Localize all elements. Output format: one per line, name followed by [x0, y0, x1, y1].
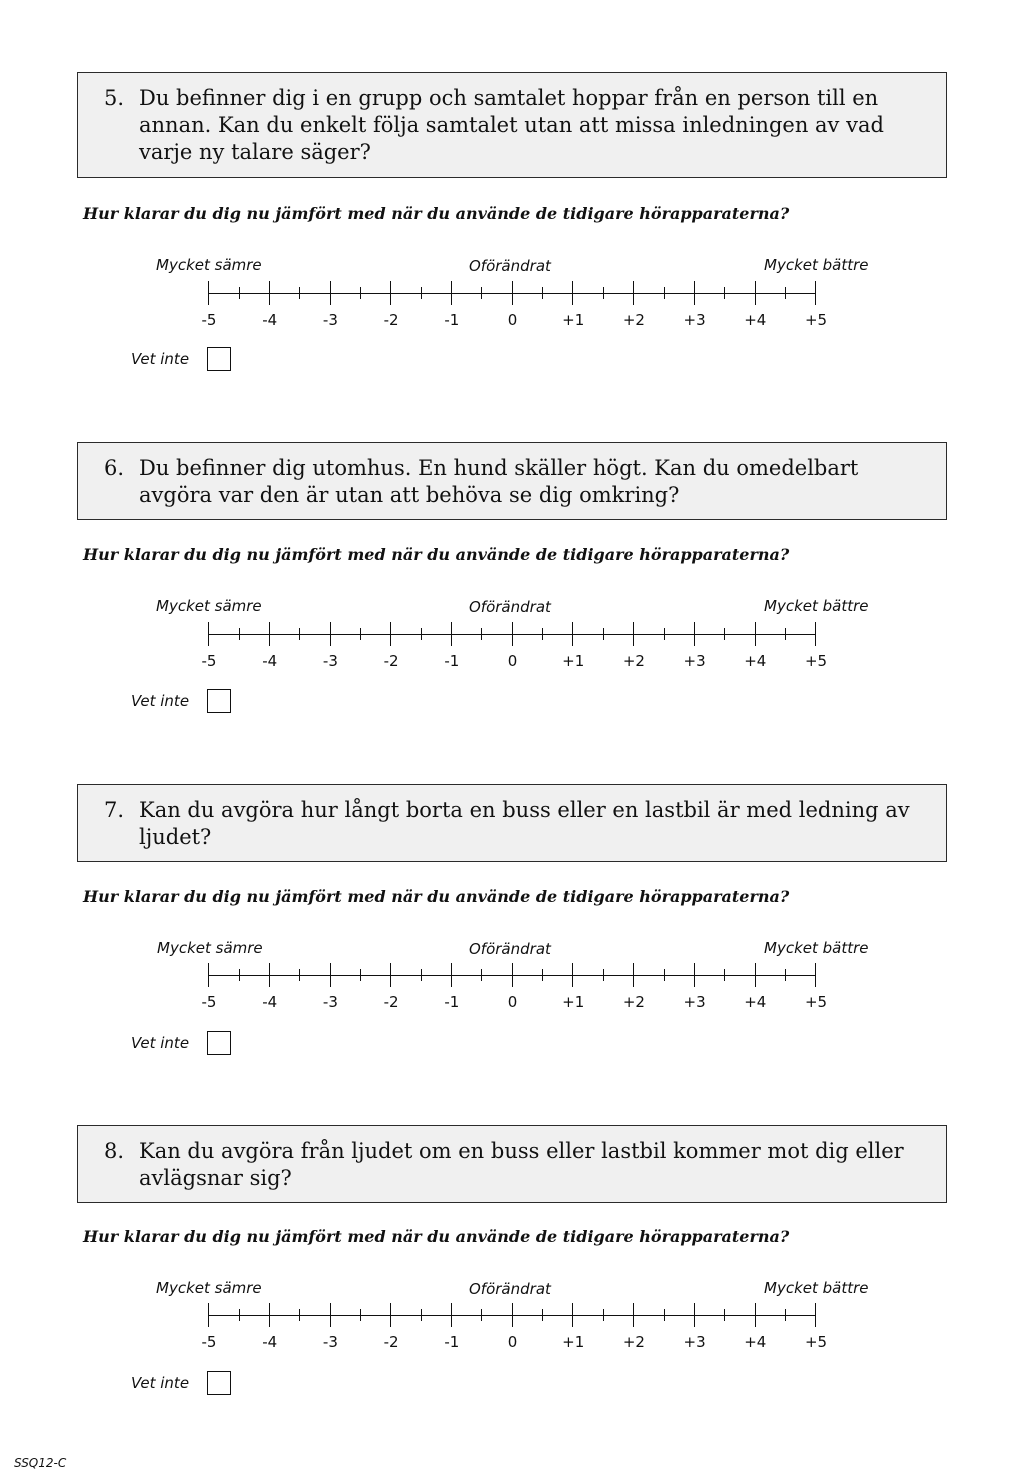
scale-tick-label: +4: [744, 311, 767, 329]
question-number: 5.: [104, 86, 125, 110]
scale-major-tick[interactable]: [755, 963, 756, 987]
question-number: 8.: [104, 1139, 125, 1163]
scale-minor-tick[interactable]: [724, 628, 725, 640]
scale-major-tick[interactable]: [815, 622, 816, 646]
scale-minor-tick[interactable]: [664, 287, 665, 299]
scale-minor-tick[interactable]: [664, 628, 665, 640]
scale-minor-tick[interactable]: [724, 287, 725, 299]
scale-minor-tick[interactable]: [360, 287, 361, 299]
scale-major-tick[interactable]: [512, 622, 513, 646]
comparison-prompt: Hur klarar du dig nu jämfört med när du använde de tidigare hörapparaterna?: [83, 204, 790, 223]
question-text-line: Du befinner dig i en grupp och samtalet hoppar från en person till en: [139, 86, 879, 110]
scale-tick-label: +5: [804, 1333, 828, 1351]
scale-minor-tick[interactable]: [724, 1309, 725, 1321]
question-text-line: ljudet?: [139, 825, 212, 849]
question-text-line: Kan du avgöra från ljudet om en buss eller lastbil kommer mot dig eller: [139, 1139, 904, 1163]
scale-tick-label: -4: [262, 993, 278, 1011]
scale-major-tick[interactable]: [330, 281, 331, 305]
scale-major-tick[interactable]: [390, 963, 391, 987]
scale-center-label: Oförändrat: [469, 257, 551, 275]
scale-major-tick[interactable]: [755, 622, 756, 646]
question-text-line: avlägsnar sig?: [139, 1166, 292, 1190]
scale-minor-tick[interactable]: [421, 287, 422, 299]
scale-major-tick[interactable]: [390, 622, 391, 646]
scale-minor-tick[interactable]: [542, 969, 543, 981]
scale-left-label: Mycket sämre: [156, 256, 262, 274]
rating-scale[interactable]: [0, 281, 1024, 329]
scale-tick-label: -1: [444, 1333, 460, 1351]
dont-know-label: Vet inte: [131, 1374, 190, 1392]
scale-tick-label: -1: [444, 311, 460, 329]
scale-minor-tick[interactable]: [542, 1309, 543, 1321]
scale-tick-label: +2: [622, 993, 645, 1011]
scale-tick-label: -5: [201, 993, 217, 1011]
question-number: 7.: [104, 798, 125, 822]
scale-minor-tick[interactable]: [239, 287, 240, 299]
scale-minor-tick[interactable]: [360, 1309, 361, 1321]
scale-major-tick[interactable]: [451, 281, 452, 305]
scale-major-tick[interactable]: [269, 963, 270, 987]
scale-right-label: Mycket bättre: [764, 597, 869, 615]
scale-minor-tick[interactable]: [542, 287, 543, 299]
scale-tick-label: 0: [507, 652, 518, 670]
scale-minor-tick[interactable]: [542, 628, 543, 640]
scale-minor-tick[interactable]: [299, 287, 300, 299]
scale-left-label: Mycket sämre: [156, 597, 262, 615]
scale-major-tick[interactable]: [269, 281, 270, 305]
scale-tick-label: 0: [507, 311, 518, 329]
scale-minor-tick[interactable]: [421, 1309, 422, 1321]
scale-left-label: Mycket sämre: [157, 939, 263, 957]
rating-scale[interactable]: [0, 963, 1024, 1011]
scale-tick-label: +5: [804, 652, 828, 670]
scale-minor-tick[interactable]: [299, 969, 300, 981]
scale-major-tick[interactable]: [330, 1303, 331, 1327]
question-text-line: avgöra var den är utan att behöva se dig omkring?: [139, 483, 680, 507]
scale-tick-label: -4: [262, 652, 278, 670]
scale-minor-tick[interactable]: [603, 287, 604, 299]
scale-major-tick[interactable]: [512, 281, 513, 305]
scale-center-label: Oförändrat: [469, 598, 551, 616]
scale-major-tick[interactable]: [390, 1303, 391, 1327]
scale-minor-tick[interactable]: [360, 969, 361, 981]
scale-major-tick[interactable]: [572, 281, 573, 305]
scale-major-tick[interactable]: [512, 963, 513, 987]
scale-major-tick[interactable]: [269, 1303, 270, 1327]
scale-major-tick[interactable]: [755, 1303, 756, 1327]
scale-minor-tick[interactable]: [785, 969, 786, 981]
scale-minor-tick[interactable]: [481, 1309, 482, 1321]
scale-major-tick[interactable]: [269, 622, 270, 646]
scale-tick-label: -2: [383, 1333, 399, 1351]
scale-tick-label: +2: [622, 311, 645, 329]
scale-minor-tick[interactable]: [724, 969, 725, 981]
scale-major-tick[interactable]: [390, 281, 391, 305]
question-text-line: varje ny talare säger?: [139, 140, 371, 164]
dont-know-label: Vet inte: [131, 692, 190, 710]
scale-major-tick[interactable]: [572, 1303, 573, 1327]
scale-major-tick[interactable]: [451, 622, 452, 646]
scale-minor-tick[interactable]: [299, 1309, 300, 1321]
scale-right-label: Mycket bättre: [764, 256, 869, 274]
question-box: [77, 784, 947, 862]
scale-tick-label: -5: [201, 311, 217, 329]
dont-know-label: Vet inte: [131, 1034, 190, 1052]
dont-know-label: Vet inte: [131, 350, 190, 368]
form-code: SSQ12-C: [14, 1456, 67, 1470]
scale-major-tick[interactable]: [694, 963, 695, 987]
scale-minor-tick[interactable]: [785, 287, 786, 299]
scale-minor-tick[interactable]: [603, 1309, 604, 1321]
comparison-prompt: Hur klarar du dig nu jämfört med när du använde de tidigare hörapparaterna?: [83, 887, 790, 906]
dont-know-checkbox[interactable]: [207, 1031, 231, 1055]
scale-major-tick[interactable]: [451, 1303, 452, 1327]
scale-minor-tick[interactable]: [239, 628, 240, 640]
scale-major-tick[interactable]: [694, 281, 695, 305]
scale-major-tick[interactable]: [633, 281, 634, 305]
scale-major-tick[interactable]: [451, 963, 452, 987]
question-text-line: annan. Kan du enkelt följa samtalet utan att missa inledningen av vad: [139, 113, 884, 137]
question-box: [77, 442, 947, 520]
scale-tick-label: +5: [804, 311, 828, 329]
scale-tick-label: -2: [383, 311, 399, 329]
scale-tick-label: -1: [444, 652, 460, 670]
scale-tick-label: +1: [562, 1333, 585, 1351]
scale-major-tick[interactable]: [633, 622, 634, 646]
scale-tick-label: -1: [444, 993, 460, 1011]
scale-tick-label: +3: [683, 993, 706, 1011]
scale-major-tick[interactable]: [815, 1303, 816, 1327]
scale-major-tick[interactable]: [208, 281, 209, 305]
scale-tick-label: +4: [744, 1333, 767, 1351]
scale-minor-tick[interactable]: [239, 969, 240, 981]
scale-center-label: Oförändrat: [469, 1280, 551, 1298]
scale-major-tick[interactable]: [572, 622, 573, 646]
scale-minor-tick[interactable]: [421, 969, 422, 981]
dont-know-checkbox[interactable]: [207, 1371, 231, 1395]
scale-tick-label: +3: [683, 1333, 706, 1351]
scale-tick-label: -4: [262, 1333, 278, 1351]
scale-tick-label: -2: [383, 652, 399, 670]
question-box: [77, 72, 947, 178]
scale-major-tick[interactable]: [694, 622, 695, 646]
scale-minor-tick[interactable]: [481, 969, 482, 981]
scale-tick-label: 0: [507, 1333, 518, 1351]
scale-right-label: Mycket bättre: [764, 1279, 869, 1297]
scale-tick-label: -3: [322, 652, 338, 670]
comparison-prompt: Hur klarar du dig nu jämfört med när du använde de tidigare hörapparaterna?: [83, 1227, 790, 1246]
scale-minor-tick[interactable]: [603, 628, 604, 640]
scale-major-tick[interactable]: [755, 281, 756, 305]
scale-tick-label: -3: [322, 993, 338, 1011]
question-number: 6.: [104, 456, 125, 480]
dont-know-checkbox[interactable]: [207, 689, 231, 713]
scale-minor-tick[interactable]: [421, 628, 422, 640]
scale-major-tick[interactable]: [208, 622, 209, 646]
scale-tick-label: +2: [622, 1333, 645, 1351]
scale-tick-label: +4: [744, 993, 767, 1011]
scale-tick-label: 0: [507, 993, 518, 1011]
scale-tick-label: -3: [322, 311, 338, 329]
scale-major-tick[interactable]: [572, 963, 573, 987]
comparison-prompt: Hur klarar du dig nu jämfört med när du använde de tidigare hörapparaterna?: [83, 545, 790, 564]
scale-tick-label: +3: [683, 311, 706, 329]
question-box: [77, 1125, 947, 1203]
scale-tick-label: +1: [562, 652, 585, 670]
scale-major-tick[interactable]: [815, 281, 816, 305]
scale-tick-label: -4: [262, 311, 278, 329]
scale-left-label: Mycket sämre: [156, 1279, 262, 1297]
scale-major-tick[interactable]: [815, 963, 816, 987]
scale-tick-label: +1: [562, 311, 585, 329]
scale-right-label: Mycket bättre: [764, 939, 869, 957]
scale-minor-tick[interactable]: [360, 628, 361, 640]
scale-minor-tick[interactable]: [664, 969, 665, 981]
question-text-line: Kan du avgöra hur långt borta en buss eller en lastbil är med ledning av: [139, 798, 910, 822]
scale-minor-tick[interactable]: [481, 287, 482, 299]
scale-minor-tick[interactable]: [481, 628, 482, 640]
scale-minor-tick[interactable]: [664, 1309, 665, 1321]
scale-tick-label: +3: [683, 652, 706, 670]
scale-major-tick[interactable]: [208, 1303, 209, 1327]
scale-major-tick[interactable]: [512, 1303, 513, 1327]
scale-tick-label: -3: [322, 1333, 338, 1351]
scale-major-tick[interactable]: [633, 963, 634, 987]
scale-major-tick[interactable]: [694, 1303, 695, 1327]
scale-major-tick[interactable]: [330, 622, 331, 646]
scale-major-tick[interactable]: [208, 963, 209, 987]
question-text-line: Du befinner dig utomhus. En hund skäller högt. Kan du omedelbart: [139, 456, 859, 480]
scale-tick-label: +4: [744, 652, 767, 670]
scale-tick-label: +5: [804, 993, 828, 1011]
scale-major-tick[interactable]: [633, 1303, 634, 1327]
scale-minor-tick[interactable]: [299, 628, 300, 640]
scale-center-label: Oförändrat: [469, 940, 551, 958]
scale-tick-label: -2: [383, 993, 399, 1011]
scale-major-tick[interactable]: [330, 963, 331, 987]
scale-tick-label: +2: [622, 652, 645, 670]
rating-scale[interactable]: [0, 622, 1024, 670]
scale-tick-label: -5: [201, 652, 217, 670]
scale-minor-tick[interactable]: [785, 1309, 786, 1321]
scale-tick-label: +1: [562, 993, 585, 1011]
dont-know-checkbox[interactable]: [207, 347, 231, 371]
scale-minor-tick[interactable]: [603, 969, 604, 981]
rating-scale[interactable]: [0, 1303, 1024, 1351]
scale-tick-label: -5: [201, 1333, 217, 1351]
scale-minor-tick[interactable]: [239, 1309, 240, 1321]
scale-minor-tick[interactable]: [785, 628, 786, 640]
